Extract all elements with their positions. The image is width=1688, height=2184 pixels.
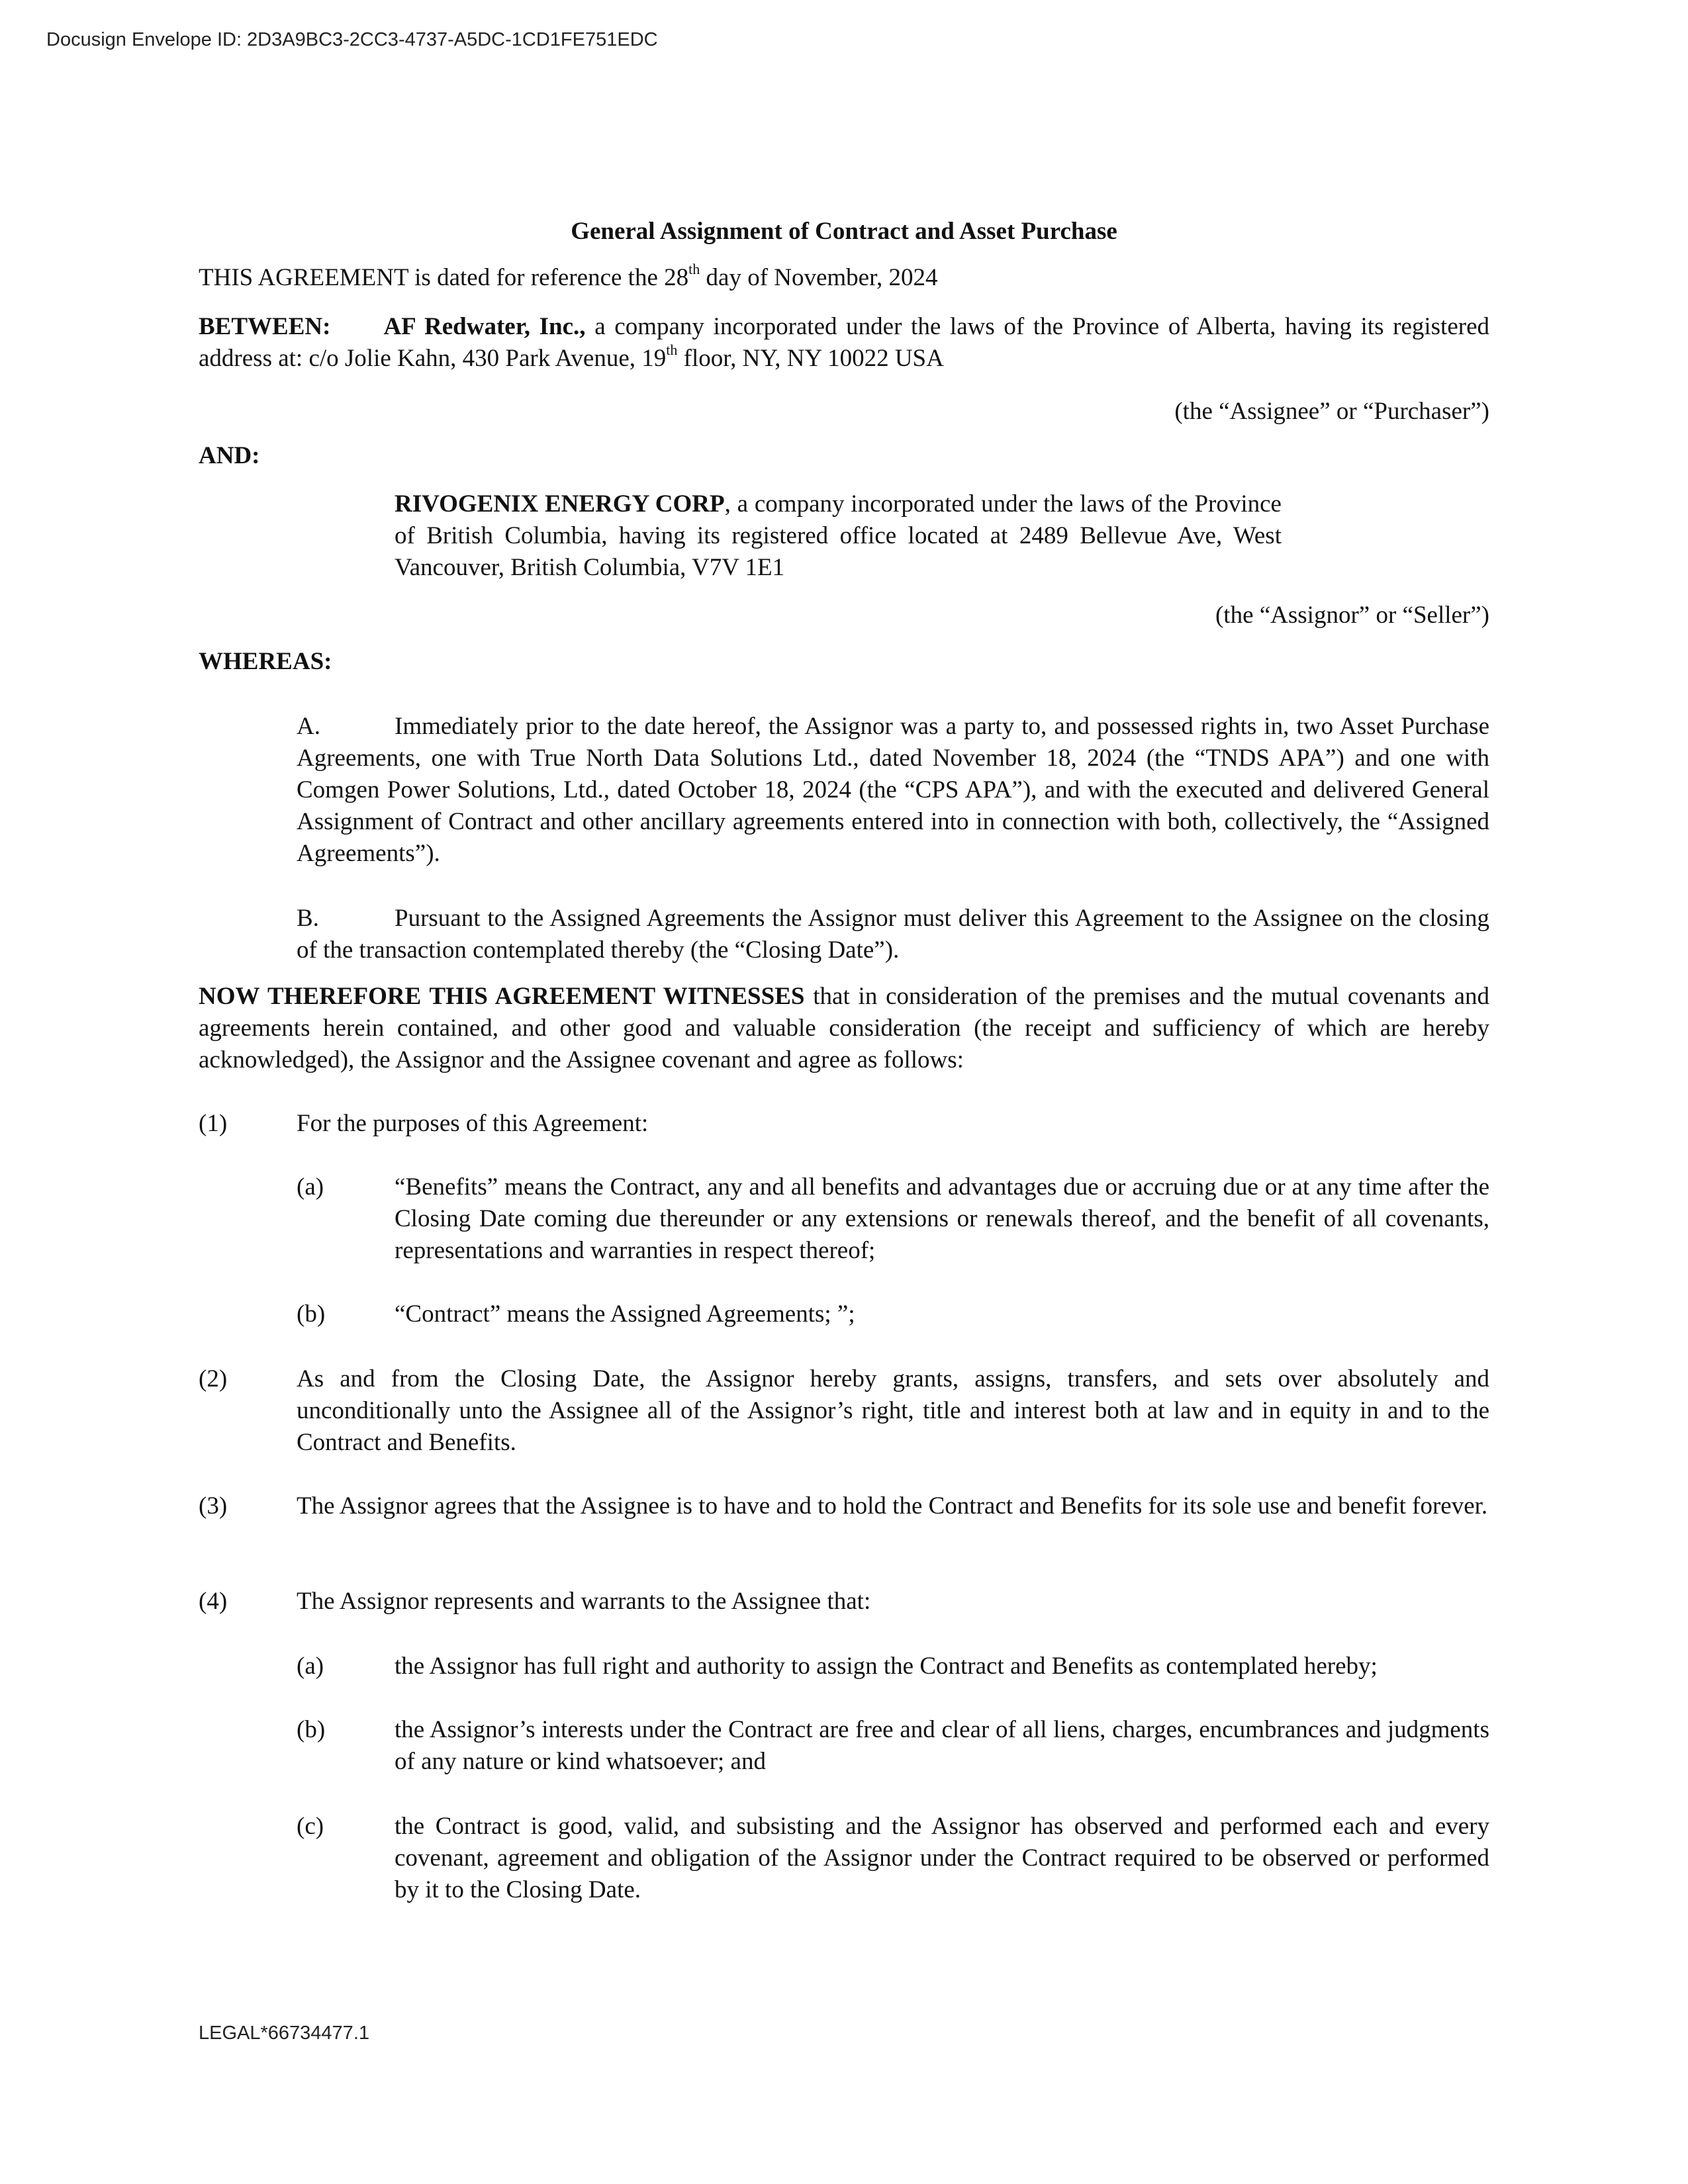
clause-text: The Assignor represents and warrants to the Assignee that: <box>297 1588 871 1615</box>
assignee-text-end: floor, NY, NY 10022 USA <box>677 345 944 372</box>
clause-text: The Assignor agrees that the Assignee is to have and to hold the Contract and Benefits for its sole use and benefit forever. <box>297 1492 1488 1520</box>
assignee-name: AF Redwater, Inc., <box>383 313 586 340</box>
recital-letter: B. <box>297 905 319 932</box>
recital-a <box>297 711 1489 870</box>
dated-line <box>199 262 937 294</box>
between-paragraph <box>199 311 1489 375</box>
dated-sup: th <box>688 260 700 277</box>
assignee-sup: th <box>666 341 678 358</box>
recital-text: Pursuant to the Assigned Agreements the Assignor must deliver this Agreement to the Assignee on the closing of the transaction contemplated thereby (the “Closing Date”). <box>297 905 1489 964</box>
whereas-label: WHEREAS: <box>199 648 332 675</box>
recital-letter: A. <box>297 713 320 740</box>
document-title: General Assignment of Contract and Asset Purchase <box>571 218 1117 245</box>
clause-number: (4) <box>199 1588 228 1615</box>
subclause-letter: (c) <box>297 1813 324 1840</box>
assignor-role: (the “Assignor” or “Seller”) <box>1215 602 1489 629</box>
subclause-letter: (a) <box>297 1653 324 1680</box>
assignee-role: (the “Assignee” or “Purchaser”) <box>1174 398 1489 425</box>
clause-number: (1) <box>199 1110 228 1137</box>
subclause-text: the Contract is good, valid, and subsisting and the Assignor has observed and performed each and every covenant, agreement and obligation of the Assignor under the Contract required to be observed or performed by it to the Closing Date. <box>395 1813 1489 1903</box>
witnesses-text: that in consideration of the premises and the mutual covenants and agreements herein contained, and other good and valuable consideration (the receipt and sufficiency of which are hereby acknowledged), the Assignor and the Assignee covenant and agree as follows: <box>199 983 1490 1073</box>
recital-b <box>297 903 1489 966</box>
envelope-id: Docusign Envelope ID: 2D3A9BC3-2CC3-4737-A5DC-1CD1FE751EDC <box>46 29 658 50</box>
clause-number: (2) <box>199 1365 228 1392</box>
between-label: BETWEEN: <box>199 313 331 340</box>
legal-footer-id: LEGAL*66734477.1 <box>199 2023 369 2044</box>
and-label: AND: <box>199 442 260 469</box>
subclause-letter: (a) <box>297 1173 324 1201</box>
assignor-paragraph <box>395 488 1282 584</box>
assignee-text: a company incorporated under the laws of the Province of Alberta, having its registered address at: c/o Jolie Kahn, 430 Park Avenue, 19 <box>199 313 1489 372</box>
witnesses-paragraph <box>199 981 1489 1076</box>
subclause-text: “Contract” means the Assigned Agreements; ”; <box>395 1300 855 1328</box>
subclause-letter: (b) <box>297 1716 326 1743</box>
dated-text: THIS AGREEMENT is dated for reference the 28 <box>199 264 689 291</box>
clause-text: For the purposes of this Agreement: <box>297 1110 649 1137</box>
subclause-text: the Assignor’s interests under the Contract are free and clear of all liens, charges, encumbrances and judgments of any nature or kind whatsoever; and <box>395 1716 1489 1775</box>
clause-text: As and from the Closing Date, the Assignor hereby grants, assigns, transfers, and sets over absolutely and unconditionally unto the Assignee all of the Assignor’s right, title and interest both at law and in equity in and to the Contract and Benefits. <box>297 1365 1489 1456</box>
assignor-text: , a company incorporated under the laws of the Province of British Columbia, having its registered office located at 2489 Bellevue Ave, West Vancouver, British Columbia, V7V 1E1 <box>395 490 1282 581</box>
subclause-text: “Benefits” means the Contract, any and all benefits and advantages due or accruing due or at any time after the Closing Date coming due thereunder or any extensions or renewals thereof, and the benefit of all covenants, representations and warranties in respect thereof; <box>395 1173 1489 1264</box>
recital-text: Immediately prior to the date hereof, the Assignor was a party to, and possessed rights in, two Asset Purchase Agreements, one with True North Data Solutions Ltd., dated November 18, 2024 (the “TNDS APA”) and one with Comgen Power Solutions, Ltd., dated October 18, 2024 (the “CPS APA”), and with the executed and delivered General Assignment of Contract and other ancillary agreements entered into in connection with both, collectively, the “Assigned Agreements”). <box>297 713 1489 867</box>
assignor-name: RIVOGENIX ENERGY CORP <box>395 490 725 518</box>
subclause-text: the Assignor has full right and authority to assign the Contract and Benefits as contemplated hereby; <box>395 1653 1378 1680</box>
clause-number: (3) <box>199 1492 228 1520</box>
dated-text-end: day of November, 2024 <box>700 264 938 291</box>
witnesses-bold: NOW THEREFORE THIS AGREEMENT WITNESSES <box>199 983 805 1010</box>
subclause-letter: (b) <box>297 1300 326 1328</box>
